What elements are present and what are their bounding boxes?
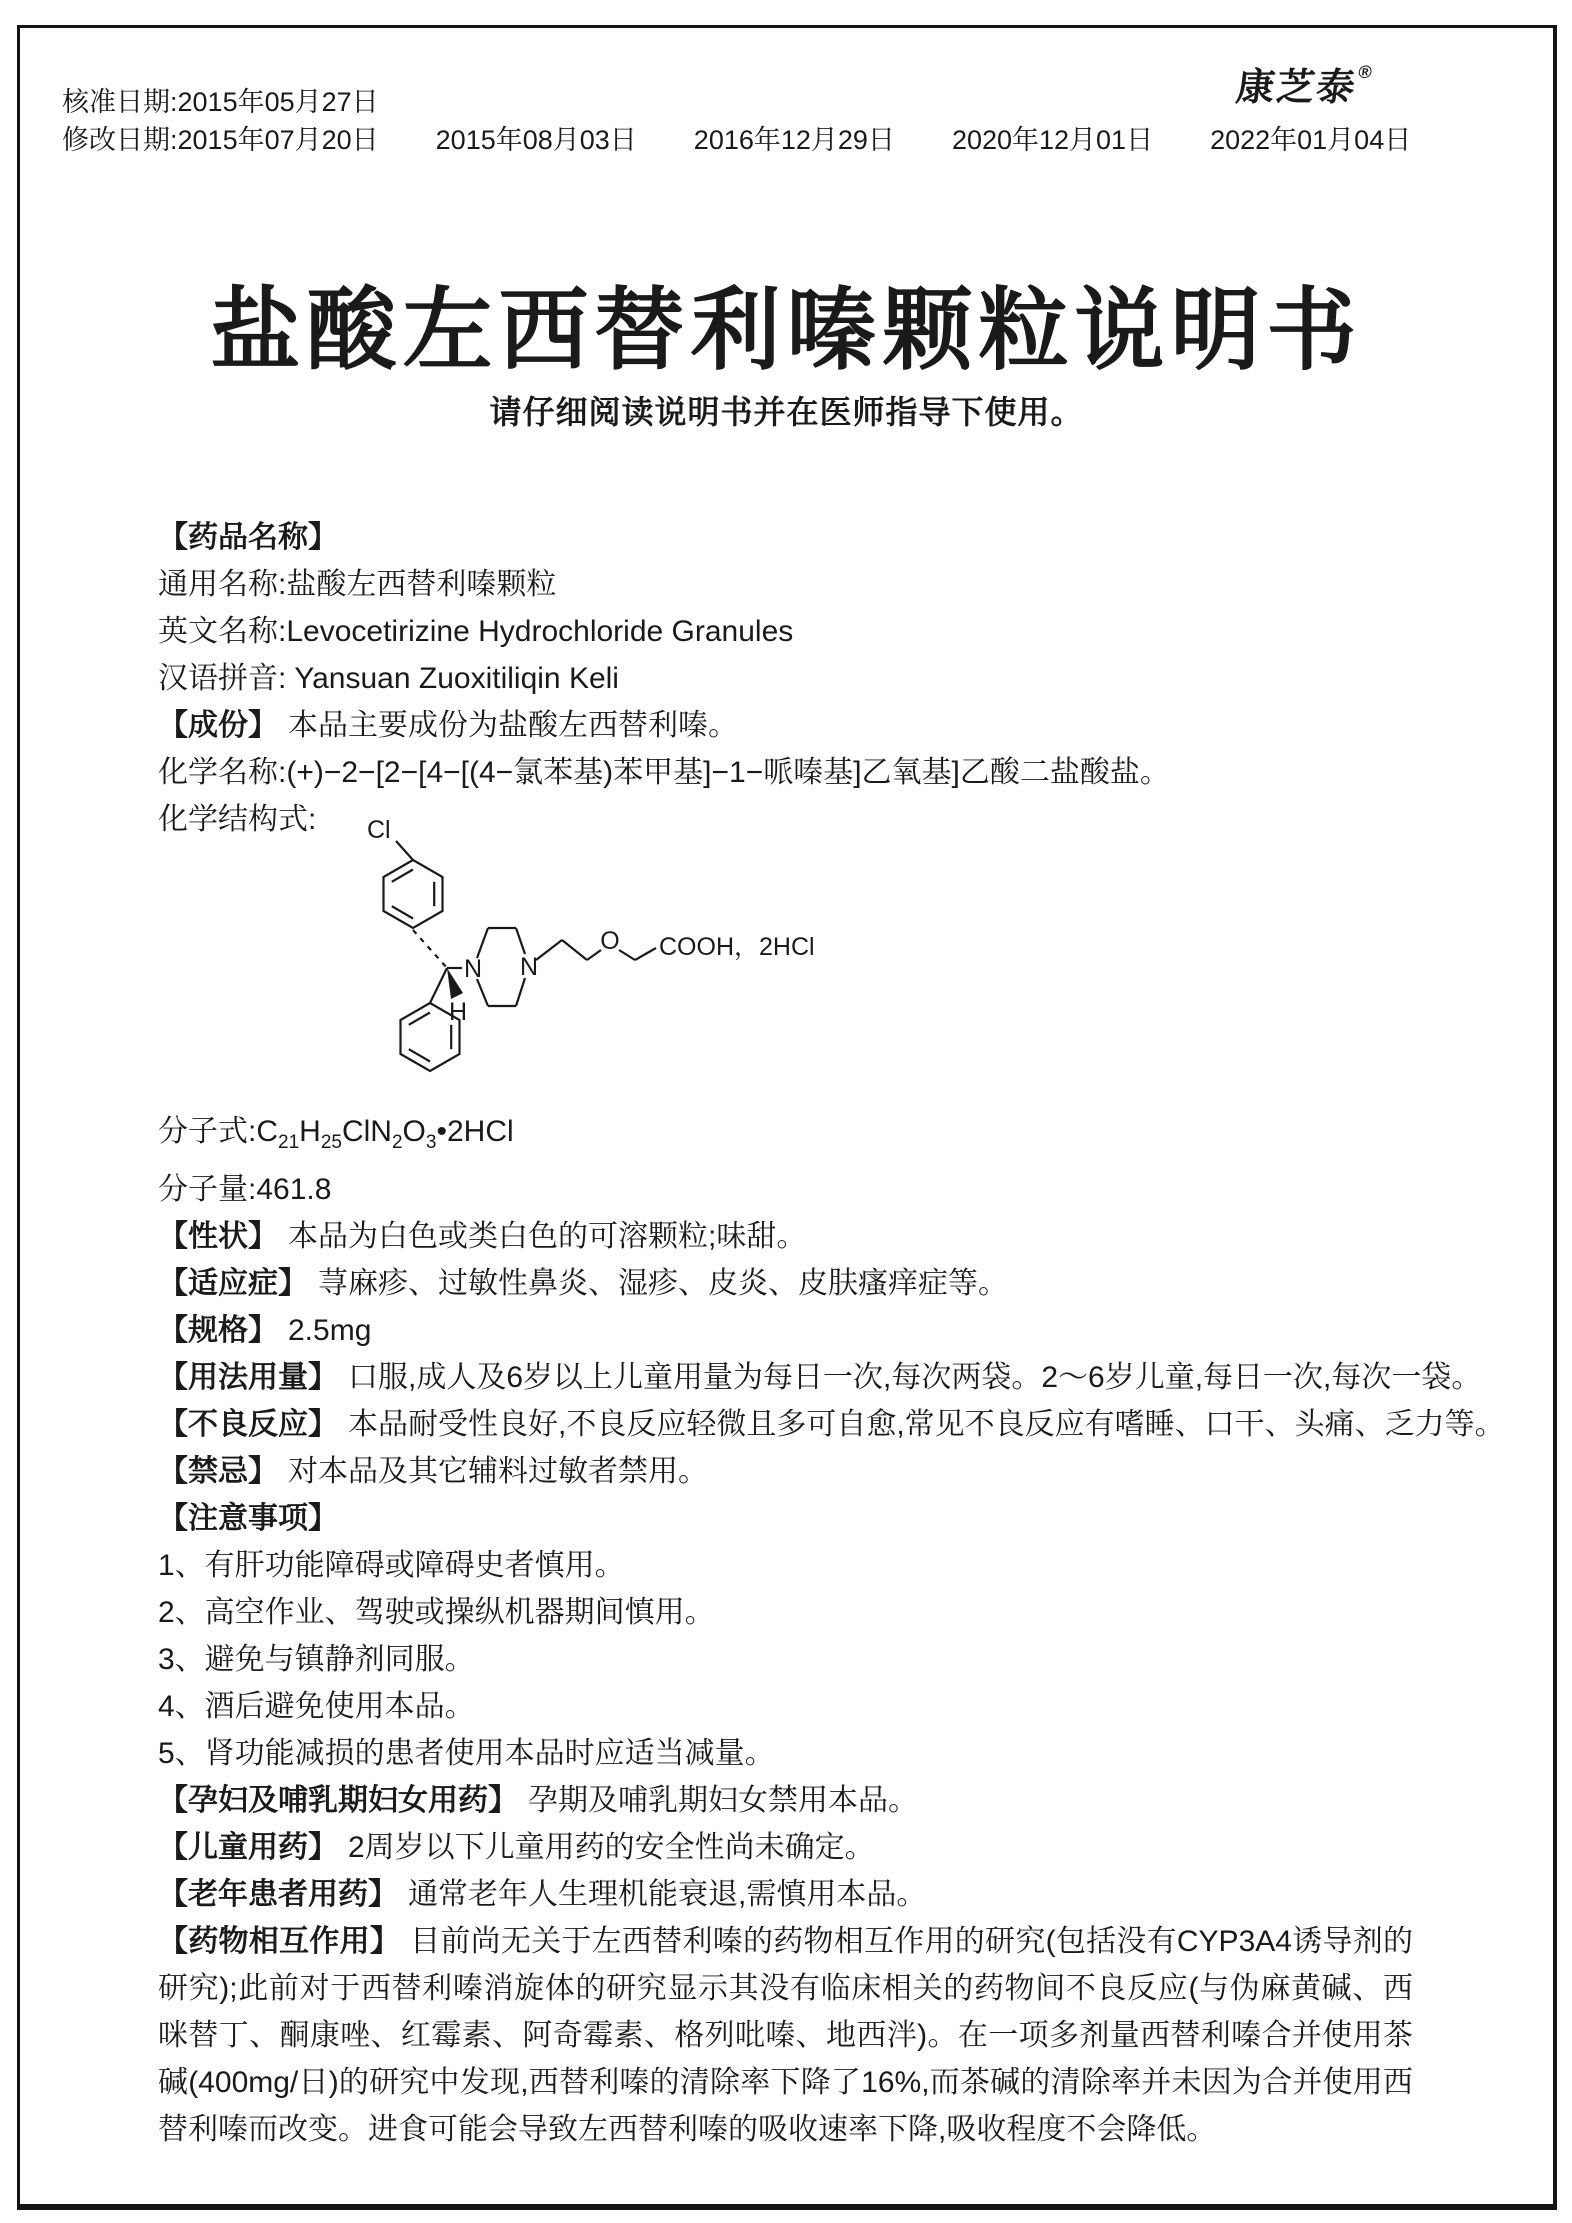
precaution-text: 1、有肝功能障碍或障碍史者慎用。 — [158, 1549, 625, 1582]
section-composition — [158, 702, 1413, 749]
revision-date-1: 2015年07月20日 — [177, 125, 379, 155]
english-name-line — [158, 608, 1413, 655]
document-title: 盐酸左西替利嗪颗粒说明书 — [210, 281, 1363, 381]
precaution-text: 5、肾功能减损的患者使用本品时应适当减量。 — [158, 1737, 775, 1770]
chemical-name-label: 化学名称: — [158, 756, 287, 789]
contraindications-heading: 【禁忌】 — [158, 1455, 278, 1488]
cooh-2hcl-label: COOH，2HCl — [659, 933, 815, 961]
precaution-text: 2、高空作业、驾驶或操纵机器期间慎用。 — [158, 1596, 715, 1629]
spec-text: 2.5mg — [288, 1314, 372, 1347]
molecular-formula-label: 分子式: — [158, 1115, 257, 1148]
revision-date-3: 2016年12月29日 — [693, 125, 895, 155]
atom-label-o: O — [600, 927, 620, 955]
precaution-item-2 — [158, 1589, 1413, 1636]
precautions-heading: 【注意事项】 — [158, 1502, 338, 1535]
revision-date-4: 2020年12月01日 — [951, 125, 1154, 155]
atom-label-h: H — [448, 998, 468, 1026]
piperazine-edge — [516, 928, 525, 954]
interactions-heading: 【药物相互作用】 — [158, 1925, 401, 1958]
section-elderly — [158, 1871, 1413, 1918]
english-name-label: 英文名称: — [158, 615, 287, 648]
english-name-value: Levocetirizine Hydrochloride Granules — [286, 615, 794, 648]
precaution-text: 4、酒后避免使用本品。 — [158, 1690, 475, 1723]
precaution-item-3 — [158, 1636, 1413, 1683]
children-heading: 【儿童用药】 — [158, 1831, 338, 1864]
formula-subscript: 25 — [320, 1132, 342, 1153]
traits-text: 本品为白色或类白色的可溶颗粒;味甜。 — [288, 1220, 807, 1253]
atom-label-cl: Cl — [367, 816, 391, 844]
adverse-text: 本品耐受性良好,不良反应轻微且多可自愈,常见不良反应有嗜睡、口干、头痛、乏力等。 — [348, 1408, 1505, 1441]
generic-name-value: 盐酸左西替利嗪颗粒 — [286, 568, 557, 601]
precaution-item-4 — [158, 1683, 1413, 1730]
pinyin-name-line — [158, 655, 1413, 702]
dosage-heading: 【用法用量】 — [158, 1361, 338, 1394]
formula-part: •2HCl — [436, 1115, 514, 1148]
formula-part: H — [299, 1115, 321, 1148]
chemical-name-line — [158, 749, 1413, 796]
chain-bond — [536, 940, 562, 960]
section-indications — [158, 1260, 1413, 1307]
chain-bond — [619, 950, 635, 960]
precaution-text: 3、避免与镇静剂同服。 — [158, 1643, 475, 1676]
section-precautions-heading — [158, 1495, 1413, 1542]
section-children — [158, 1824, 1413, 1871]
section-spec — [158, 1307, 1413, 1354]
generic-name-label: 通用名称: — [158, 568, 287, 601]
revision-date-line — [62, 121, 1553, 159]
revision-date-2: 2015年08月03日 — [435, 125, 637, 155]
spec-heading: 【规格】 — [158, 1314, 278, 1347]
interactions-text: 目前尚无关于左西替利嗪的药物相互作用的研究(包括没有CYP3A4诱导剂的研究);此前对于西替利嗪消旋体的研究显示其没有临床相关的药物间不良反应(与伪麻黄碱、西咪替丁、酮康唑、红霉素、阿奇霉素、格列吡嗪、地西泮)。在一项多剂量西替利嗪合并使用茶碱(400mg/日)的研究中发现,西替利嗪的清除率下降了16%,而茶碱的清除率并未因为合并使用西替利嗪而改变。进食可能会导致左西替利嗪的吸收速率下降,吸收程度不会降低。 — [158, 1925, 1413, 2146]
precaution-item-1 — [158, 1542, 1413, 1589]
piperazine-edge — [516, 978, 525, 1006]
molecular-formula — [256, 1115, 514, 1153]
wedge-stereo-bond — [447, 968, 463, 999]
traits-heading: 【性状】 — [158, 1220, 278, 1253]
page-header — [20, 28, 1553, 159]
section-adverse — [158, 1401, 1505, 1448]
indications-heading: 【适应症】 — [158, 1267, 308, 1300]
dashed-stereo-bond — [413, 930, 447, 968]
leaflet-body — [158, 514, 1505, 2153]
section-traits — [158, 1213, 1413, 1260]
indications-text: 荨麻疹、过敏性鼻炎、湿疹、皮炎、皮肤瘙痒症等。 — [318, 1267, 1008, 1300]
revision-date-label: 修改日期: — [62, 125, 178, 155]
section-pregnancy — [158, 1777, 1413, 1824]
section-dosage — [158, 1354, 1482, 1401]
document-subtitle: 请仔细阅读说明书并在医师指导下使用。 — [489, 394, 1084, 430]
page-border-frame — [17, 25, 1557, 2210]
section-contraindications — [158, 1448, 1413, 1495]
registered-trademark-mark: ® — [1356, 62, 1373, 82]
composition-text: 本品主要成份为盐酸左西替利嗪。 — [288, 709, 738, 742]
elderly-text: 通常老年人生理机能衰退,需慎用本品。 — [408, 1878, 927, 1911]
formula-part: O — [402, 1115, 426, 1148]
brand-logo — [1233, 56, 1373, 111]
molecular-weight-value: 461.8 — [256, 1173, 332, 1206]
formula-part: ClN — [341, 1115, 392, 1148]
chain-bond — [562, 940, 587, 960]
approval-date-label: 核准日期: — [62, 87, 178, 117]
piperazine-edge — [477, 979, 488, 1006]
formula-subscript: 3 — [425, 1132, 437, 1153]
molecular-weight-label: 分子量: — [158, 1173, 257, 1206]
chemical-structure-diagram — [365, 808, 835, 1098]
contraindications-text: 对本品及其它辅料过敏者禁用。 — [288, 1455, 708, 1488]
atom-label-n2: N — [519, 953, 539, 981]
children-text: 2周岁以下儿童用药的安全性尚未确定。 — [348, 1831, 875, 1864]
brand-name: 康芝泰 — [1233, 67, 1359, 109]
molecular-weight-line — [158, 1166, 1413, 1213]
pregnancy-text: 孕期及哺乳期妇女禁用本品。 — [528, 1784, 918, 1817]
formula-subscript: 21 — [278, 1132, 300, 1153]
chain-bond — [587, 950, 601, 960]
adverse-heading: 【不良反应】 — [158, 1408, 338, 1441]
precaution-item-5 — [158, 1730, 1413, 1777]
molecular-formula-line — [158, 1108, 1413, 1166]
drug-name-heading: 【药品名称】 — [158, 521, 338, 554]
section-drug-name-heading — [158, 514, 1413, 561]
piperazine-edge — [477, 928, 488, 958]
chemical-name-value: (+)−2−[2−[4−[(4−氯苯基)苯甲基]−1−哌嗪基]乙氧基]乙酸二盐酸盐。 — [286, 756, 1170, 789]
structure-label: 化学结构式: — [158, 803, 317, 836]
composition-heading: 【成份】 — [158, 709, 278, 742]
generic-name-line — [158, 561, 1413, 608]
formula-subscript: 2 — [391, 1132, 403, 1153]
pregnancy-heading: 【孕妇及哺乳期妇女用药】 — [158, 1784, 518, 1817]
approval-date-value: 2015年05月27日 — [177, 87, 379, 117]
dosage-text: 口服,成人及6岁以上儿童用量为每日一次,每次两袋。2～6岁儿童,每日一次,每次一袋。 — [348, 1361, 1482, 1394]
formula-part: C — [256, 1115, 279, 1148]
chain-bond — [635, 948, 656, 960]
pinyin-name-label: 汉语拼音: — [158, 662, 287, 695]
bond-cl — [396, 841, 413, 860]
bond-phenyl — [430, 968, 447, 1003]
atom-label-n1: N — [463, 955, 483, 983]
section-interactions — [158, 1918, 1413, 2153]
revision-date-5: 2022年01月04日 — [1210, 125, 1412, 155]
pinyin-name-value: Yansuan Zuoxitiliqin Keli — [294, 662, 619, 695]
elderly-heading: 【老年患者用药】 — [158, 1878, 398, 1911]
